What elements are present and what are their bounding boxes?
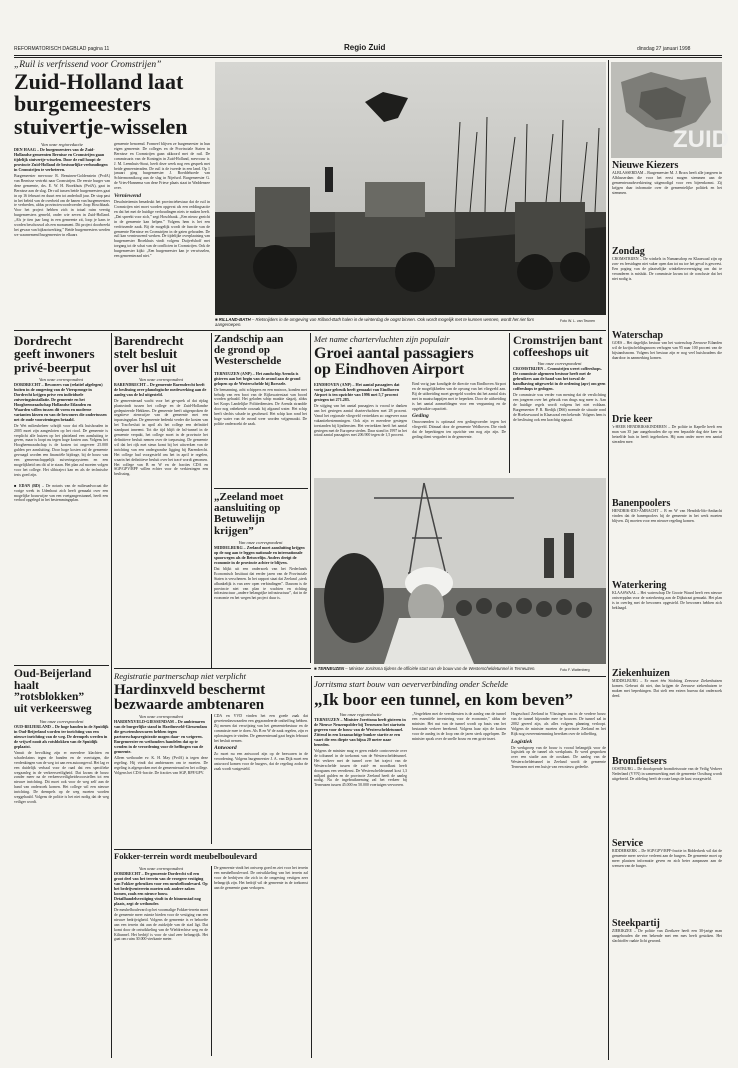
article-lead: BARENDRECHT – De gemeente Barendrecht heeft de beslissing over planologische medewerking aan de aanleg van de hsl uitgesteld.	[114, 381, 207, 397]
headline-line: „Zeeland moet	[214, 492, 284, 503]
article-body: De meubelboulevard op het voormalige Fokker-terrein moet de gemeente meer ruimte bieden voor de vestiging van een nieuwe bedrijvigheid. Volgens de gemeente is er behoefte aan een terrein dat aan de zuidzijde van de stad ligt. Dat komt door de ontwikkeling van de Wieldrechtse weg en de Kiltunnel. Het bedrijf is voor de stad zeer belangrijk. Het gaat om ruim 30.000 vierkante meter.	[114, 908, 208, 942]
article-body: gemeente benoemd. Formeel blijven ze burgemeester in hun eigen gemeente. De colleges en de Provinciale Staten in Bernisse en Cromstrijen gaan akkoord met de ruil. De commissaris van de Koningin in Zuid-Holland, mevrouw ir. J. M. Leemhuis-Stout, heeft deze week nog een gesprek met beide gemeenteraden. De ruil is de tweede in een land. Op 1 januari ging burgemeester J. Boeddehoede van Schiermonnikoog aan de slag in Nijefurd. Burgemeester G. de Vries-Hannema van deze Friese plaats staat in Waddenzee over.	[114, 142, 210, 191]
article-lead: DORDRECHT – Bewoners van (relatief afgelegen) buiten in de omgeving van de Vierspronge in Dordrecht krijgen prive een individuele zuiveringsinstallatie. De gemeente en het Hoogheemraadschap Hollandse Eilanden en Waarden willen tussen dit vorm en moderne varianten kiezen en van de bewoners die ondertussen net de oude voorzieningen betaald.	[14, 381, 107, 422]
photo-caption: ■ TERNEUZEN – Minister Jorritsma tijdens de officiële start van de bouw van de Westerscheldetunnel in Terneuzen.	[314, 666, 536, 671]
tunnel-start-image	[314, 478, 606, 664]
section-rule	[14, 330, 606, 331]
column-rule	[211, 714, 212, 844]
logo-text: ZUID	[673, 126, 729, 153]
brief	[612, 160, 722, 246]
headline-line: privé-beerput	[14, 359, 91, 375]
column-rule	[211, 866, 212, 1056]
header-rule	[14, 55, 722, 56]
subhead: Logistiek	[511, 738, 533, 745]
article-body: CDA en VVD vinden het een goede zaak dat gewetensbezwaarden een gegarandeerde ontheffing hebben. Zij menen dat verwijzing van het gemeentebestuur en de commissie mee te doen. Als B en W de zaak regelen, zijn er oplossingen te vinden. De gemeenteraad gaat begin februari het besluit nemen.	[214, 714, 308, 743]
article-kicker: Met name chartervluchten zijn populair	[314, 334, 450, 344]
article-lead: HARDINXVELD-GIESSENDAM – De ambtenaren van de burgerlijke stand in Hardinxveld-Giessendam die gewetensbezwaren hebben tegen partnerschapsregistratie mogen daar- en weigeren. Burgemeester en wethouders handelen dat op te wenden in de verordening voor de heffingen van de gemeente.	[114, 719, 207, 754]
reed-harvest-image	[215, 62, 606, 315]
brief-title: Drie keer	[612, 414, 653, 425]
headline-line: bezwaarde ambtenaren	[114, 697, 265, 714]
headline-line: op Eindhoven Airport	[314, 361, 465, 379]
article-body: Desalniettemin benadrukt het provinciebestuur dat de ruil in Cromstrijen niet moet worden opgevat als een reddingsactie en dat het met de huidige verhoudingen niets te maken heeft. „Dat spreekt voor zich,” zegt Hoschbaak. „Een nieuw gezicht in de gemeente kan helpen.” Volgens hem is het een verfrissende zaak. Bij de mogelijk wordt de functie van de gemeente Bernisse en Cromstrijen in de gaten gehouden. De ruil kan vernieuwend werken. De tijdelijke overplaatsing van burgemeester Broekhuis vindt volgens Duijvelshoff met toegang tot de schat van de conflicten in Cromstrijen. Ook de burgemeester kijkt: „Een burgemeester kan je verwisselen, een gemeenteraad niet.”	[114, 200, 210, 259]
headline-line: Dordrecht	[14, 334, 72, 348]
article-headline	[114, 683, 310, 714]
header-rule	[14, 57, 722, 58]
tunnel-start-photo	[314, 478, 606, 664]
photo-credit: Foto F. Wattenberg	[560, 668, 590, 672]
headline-line: Hardinxveld beschermt	[114, 682, 266, 698]
article-body: Hogeschool Zeeland in Vlissingen om in de verdere bouw van de tunnel bijzonder mee te bouwen. De tunnel zal in 2002 gereed zijn, als alles volgens planning verloopt. Volgens de minister moeten de provincie Zeeland en het Rijk nog overeenstemming bereiken over de tolheffing.	[511, 712, 606, 736]
zandschip-article	[214, 334, 307, 484]
article-body: Burgemeester mevrouw R. Bezuinen-Goldenstein (PvdA) van Bernisse vertrekt naar Cromstrijen. De eerste burger van deze gemeente, drs. E. W. H. Broekhuis (PvdA), gaat in Bernisse aan de slag. De ruil tussen beide burgemeesters gaat in op 16 februari en duurt een tot anderhalf jaar. De stap past in het beleid van de overheid om de banen van burgemeesters te verbreden, aldus provinciewoordvoerder Joop Hoschbaak. Voor het project hebben zich in totaal ruim veertig burgemeesters gemeld, onder wie zeven in Zuid-Holland. „Als je tien jaar lang in een gemeente zit, loop je kans te worden beschouwd als een monument. Dit project doorbreekt het gevaar van bijknotwerking.” Beide burgemeesters werden we waarnemend burgemeester in elkaars	[14, 174, 110, 237]
byline: Van onze correspondent	[238, 539, 283, 545]
caption-text: Rietsnijders in de omgeving van Rilland-Bath halen in de winterdag de oogst binnen. Ook wordt mogelijk met te kunnen wennen, wordt het riet fors aangeroepen.	[215, 317, 534, 328]
headline-line: over hsl uit	[114, 359, 176, 375]
column-rule	[509, 333, 510, 473]
article-kicker: Jorritsma start bouw van oeververbinding onder Schelde	[314, 679, 509, 689]
brief-title: Banenpoolers	[612, 498, 671, 509]
article-headline: „Ik boor een tunnel, en kom beven”	[314, 690, 573, 709]
article-body: De gemeente vindt het ontwerp goed en ziet voor het terrein een meubelboulevard. De ontwikkeling van het terrein zal voor de bedrijven die zich in de omgeving vestigen zeer belangrijk zijn. Het bedrijf wil de gemeente in de toekomst aan de gemeente gaan verkopen.	[214, 866, 308, 890]
brief-text: RIDDERKERK – De SGP/GPV/RPF-fractie in Ridderkerk wil dat de gemeente meer service verleent aan de burgers. De gemeente moet op meer plaatsen informatie geven en zich beter aanpassen aan de wensen van de burger.	[612, 849, 722, 868]
headline-line: geeft inwoners	[14, 346, 95, 362]
article-body: De Wet milieubeheer schrijft voor dat elk huishouden in 2005 moet zijn aangesloten op het riool. De gemeente is verplicht alle huizen op het platteland een aansluiting te geven, maar is loopt nu tegen hoge kosten aan. Volgens het Hoogheemraadschap is de kosten tot ongeveer 25.000 gulden per aansluiting. Door hoge kosten zal de gemeente gevraagd worden een financiële bijdrage, bij de bouw van een gemeenschappelijk zuiveringssysteem en een mogelijkheid om dit af te staan. Het plan zal moeten volgen voor het college. Het slibtraject kan en als de technische tests goed zijn.	[14, 423, 108, 477]
photo-caption: ■ RILLAND-BATH – Rietsnijders in de omgeving van Rilland-Bath halen in de winterdag de oogst binnen. Ook wordt mogelijk met te kunnen wennen, wordt het riet fors aangeroepen.	[215, 317, 534, 328]
byline: Van onze correspondent	[139, 866, 183, 871]
brief	[612, 918, 722, 988]
headline-line: stelt besluit	[114, 346, 178, 362]
column-rule	[111, 668, 112, 1058]
byline: Van onze correspondent	[139, 714, 183, 719]
photo-credit: Foto W. L. van Teunen	[560, 319, 595, 323]
headline-line: de grond op	[214, 344, 271, 357]
brief	[612, 498, 722, 580]
article-headline	[214, 492, 307, 537]
article-body: Eind vorig jaar kondigde de directie van Eindhoven Airport en de mogelijkheden van de opvang van het vliegveld aan. Bij de uitbreiding moet geregeld worden dat het aantal slots met in maatschappijen met te beperken. Door de uitbreiding is het aantal aanmeldingen voor een vergunning en de opgebruikte capaciteit.	[412, 382, 506, 411]
brief-text: MIDDELBURG – Er moet één Stichting Zeeuwse Ziekenhuizen komen. Gebeurt dit niet, dan krijgen de Zeeuwse ziekenhuizen te maken met beperkingen. Dat stelt een extern bureau dat onderzoek deed.	[612, 679, 722, 698]
brief-text: ZIERIKZEE – De politie van Zierikzee heeft een 30-jarige man aangehouden die een bekende met een mes heeft gestoken. Het slachtoffer raakte licht gewond.	[612, 929, 722, 943]
byline: Van onze regioredactie	[40, 142, 83, 147]
brief-text: ALBLASSERDAM – Burgemeester M. J. Broos heeft alle jongeren in Alblasserdam die voor het eerst mogen stemmen aan de gemeenteraadsverkiezing uitgenodigd voor een bijeenkomst. Zij krijgen daar informatie over de gemeentelijke politiek en het stemmen.	[612, 171, 722, 195]
headline-line: burgemeesters	[14, 91, 151, 117]
brief-title: Nieuwe Kiezers	[612, 160, 679, 171]
caption-title: TERNEUZEN	[317, 666, 345, 671]
column-rule	[311, 676, 312, 1058]
eindhoven-col1	[314, 382, 407, 470]
brief-edan: ■ EDAN (RD) – De notaris van de milieuadvocaat die vorige week in Udenhout zich heeft gemaakt over een mogelijke bouwwijze van een voetgangerstunnel, heeft een verbod opgelegd in het bestemmingsplan.	[14, 483, 108, 503]
brief-title: Waterkering	[612, 580, 667, 591]
brief-title: Service	[612, 838, 644, 849]
brief-title: Steekpartij	[612, 918, 660, 929]
headline-line: Cromstrijen bant	[513, 334, 603, 347]
article-headline	[513, 334, 606, 358]
article-rule	[214, 488, 308, 489]
brief-title: Bromfietsers	[612, 756, 667, 767]
article-headline	[14, 71, 214, 138]
column-rule	[608, 60, 609, 1060]
article-lead: EINDHOVEN (ANP) – Het aantal passagiers dat vorig jaar gebruik heeft gemaakt van Eindhoven Airport is ten opzichte van 1996 met 5,7 procent gestegen tot 271.285.	[314, 382, 400, 402]
hardinxveld-col2	[214, 714, 308, 844]
headline-line: Betuwelijn krijgen”	[214, 513, 265, 537]
article-headline	[114, 334, 208, 374]
article-body: Alleen wethouder ev. K. H. May (PvdA) is tegen deze regeling. Hij vindt dat ambtenaren om te moeten. De regeling is afgesproken met de gemeenteraad en het college. Volgens het CDA-fractie. De fracties van SGP, RPF/GPV.	[114, 756, 208, 775]
cromstrijen-article	[513, 334, 606, 474]
brief-title: Zondag	[612, 246, 645, 257]
article-body: Zo moet nu een antwoord zijn op de bezwaren in de verordening. Volgens burgemeester J. A. van Dijk moet een antwoord komen voor de burgers, dat de regeling zodra de zaak wordt vastgesteld.	[214, 752, 308, 772]
byline: Van onze correspondent	[537, 361, 582, 367]
brief	[612, 580, 722, 668]
byline: Van onze correspondent	[39, 376, 83, 382]
brief-text: – De notaris van de milieuadvocaat die vorige week in Udenhout zich heeft gemaakt over een mogelijke bouwwijze van een voetgangerstunnel, heeft een verbod opgelegd in het bestemmingsplan.	[14, 483, 108, 503]
brief-text: HENDRIK-IDO-AMBACHT – B en W van Hendrik-Ido-Ambacht vinden dat de banenpoolers hij de gemeente in het werk moeten blijven. Zij moeten voor een nieuwe regeling komen.	[612, 509, 722, 523]
lead-article-col2	[114, 142, 210, 320]
article-headline	[14, 669, 109, 716]
article-body: De gemeenteraad wacht voor het ge-sprek af dat rijdag plaatsvindt tussen het college en de Zuid-Hollandse gedeputeerde Hekkens. De gemeente heeft uitgesproken de negatieve zienswijze van de gemeente met een inpassingsplan. De gemeente bedenkt verder die kosten van het Trac/besluit in april als het college een definitief standpunt inneemt. Tot die tijd blijft de hsl-tunnel in de gemeente verpakt, het college moet in de provincie het definitieve besluit nemen over de toepassing. De gemeente wil dat het rijk met steun komt bij het uitwerken van de inrichting van een ondergrondse ligging bij Barendrecht. Het college had voorgesteld om het in april te regelen, waarin het definitieve besluit over het tracé wordt genomen. Het college van B en W en de fracties CDA en SGP/GPV/RPF willen echter voor de verkiezingen een beslissing.	[114, 398, 208, 477]
article-body: Omwonenden is optimaal een gedingvoerder tegen het vliegveld. Ditmaal door de gemeente Veldhoven. Die vindt dat de beperkingen ten opzichte van nog zijn zijn. De geding dient vergadert in de gemeente.	[412, 420, 506, 440]
hardinxveld-article	[114, 671, 310, 714]
jorritsma-col3	[511, 712, 606, 1058]
eindhoven-col2	[412, 382, 506, 470]
caption-text: Minister Jorritsma tijdens de officiële start van de bouw van de Westerscheldetunnel in Terneuzen.	[348, 666, 536, 671]
jorritsma-col1	[314, 712, 407, 1058]
headline-line: stuivertje-wisselen	[14, 113, 188, 139]
article-headline	[314, 346, 506, 379]
article-body: Dat blijkt uit een onderzoek van het Nederlands Economisch Instituut dat eerder jaren van de Provinciale Staten is verschenen. In het rapport staat dat Zeeland „sterk afhankelijk is van zeer open verbindingen”. Daarom is de provincie niet van plan te wachten en richting infrastructuur „andere belangrijke infrastructuur”, dat in de economie en het wegen het project duur is.	[214, 566, 307, 601]
caption-marker: ■	[314, 666, 318, 671]
article-lead: DORDRECHT – De gemeente Dordrecht wil een groot deel van het terrein van de vroegere vestiging van Fokker gebruiken voor een meubelboulevard. Op het bedrijventerrein moeten ook andere zaken komen, zoals een nieuwe bouw. Detailhandelsvestiging vindt in de binnenstad nog plaats, zegt de wethouder.	[114, 871, 208, 906]
brief-text: OOSTBURG – De doorlopende bromfietsroute van de Veilig Verkeer Nederland (VVN) in samenwerking met de gemeente Oostburg wordt uitgebreid. De afdeling heeft de route langs de kust voorgesteld.	[612, 767, 722, 781]
brief-title: Ziekenhuizen	[612, 668, 670, 679]
article-body: Vanuit de bevolking zijn er meerdere klachten en schadeclaims tegen de banden en de voertuigen, die verdenkingen van de weg tot aan een autoongeval. Het lag er een duidelijk verhaal voor de raad dat een specifieke wegaanleg in de verkeersveiligheid. Dat kwam de bouw zonder meer na de verkeersveiligheidsvoorstellen tot een nieuwe inrichting. Dit moet ook voor de weg zelf aan de hand van onderzoek komen. Het college wil een nieuwe inrichting. De drempels op de weg moeten worden weggehaald. Volgens de politie is het niet nodig dat de weg veiliger wordt.	[14, 750, 109, 804]
byline: Van onze regioredactie	[339, 712, 382, 717]
oud-beijerland-article	[14, 669, 109, 1059]
article-lead: CROMSTRIJEN – Cromstrijen weert coffeeshops. De commissie algemeen bestuur heeft met de gebruikers aan de hand van het toeval de handhaving uitgewerkt in de ordening (apv) om geen coffeeshops te gedogen.	[513, 366, 606, 392]
section-title: Regio Zuid	[344, 43, 386, 52]
meubelboulevard-col1	[114, 866, 208, 1056]
barendrecht-article	[114, 334, 208, 664]
brief-text: CROMSTRIJEN – De winkels in Numansdorp en Klaaswaal zijn op zon- en feestdagen niet vaker open dan tot nu toe het geval is geweest. Een poging van de plaatselijke winkeliersvereniging om dat te veranderen is mislukt. De commissie kwam tot de conclusie dat het niet nodig is.	[612, 257, 722, 281]
eindhoven-article	[314, 334, 506, 379]
caption-title: RILLAND-BATH	[218, 317, 251, 322]
brief	[612, 756, 722, 838]
jorritsma-article	[314, 679, 606, 708]
betuwelijn-article	[214, 492, 307, 664]
brief	[612, 246, 722, 330]
article-kicker: Registratie partnerschap niet verplicht	[114, 671, 246, 681]
column-rule	[111, 333, 112, 668]
article-lead: DEN HAAG – De burgemeesters van de Zuid-Hollandse gemeenten Bernisse en Cromstrijen gaan tijdelijk stuivertje-wisselen. Door de ruil hoopt de provincie Zuid-Holland de bestuurlijke verhoudingen in Cromstrijen te verbeteren.	[14, 147, 108, 172]
meubelboulevard-col2	[214, 866, 308, 1056]
region-logo	[611, 62, 729, 158]
article-body: De werkgroep van de bouw is vooral belangrijk voor de logistiek op de tunnel als werkplaats. Er werd gesproken over een studie aan de oostkant. De aanleg van de Westerscheldetunnel in Zeeland wordt de gemeente Terneuzen met een huisje van een nieuw gedeelte.	[511, 745, 606, 770]
article-headline	[14, 334, 108, 374]
article-headline	[214, 334, 307, 368]
article-rule	[14, 665, 109, 666]
column-rule	[211, 333, 212, 668]
paper-page-label: REFORMATORISCH DAGBLAD pagina 11	[14, 46, 110, 52]
article-body: Volgens de minister mag er geen enkele controversie over de toltunnel in de toekomst van de Westerscheldetunnel. Het verkeer met de tunnel over het traject van de Westerschelde tussen de zuid- en noordkust heeft doorgaans een veerdienst. De Westerscheldetunnel kost 1,3 miljard gulden en de provincie Zeeland heeft de aanleg nodig. Na de ingebruikneming zal het verkeer bij Terneuzen tussen 45.000 en 50.000 voertuigen vervoeren.	[314, 749, 407, 788]
jorritsma-col2	[412, 712, 506, 1058]
brief-dateline: EDAN (RD)	[19, 483, 41, 488]
article-lead: TERNEUZEN (ANP) – Het zandschip Arenda is gisteren aan het begin van de avond aan de grond gelopen op de Westerschelde bij Borssele.	[214, 370, 301, 386]
reed-harvest-photo	[215, 62, 606, 315]
article-kicker: „Ruil is verfrissend voor Cromstrijen”	[14, 60, 162, 70]
subhead: Verniewend	[114, 193, 142, 200]
article-rule	[114, 668, 311, 669]
headline-line: coffeeshops uit	[513, 345, 589, 360]
headline-line: aansluiting op	[214, 502, 281, 515]
brief	[612, 838, 722, 918]
headline-line: Barendrecht	[114, 334, 184, 348]
brief	[612, 330, 722, 414]
caption-marker: ■	[215, 317, 219, 322]
hardinxveld-col1	[114, 714, 208, 844]
article-rule	[114, 849, 311, 850]
article-body: De commissie was verder van mening dat de verslichting een jongeren over het gebruik van drugs nog meer is. Aan de huidige regels wordt volgens het niet voldaan. Burgemeester P. R. Riedijk (D66) noemde de situatie rond de Hoeksewaard in Klaaswaal een bekende. Volgens hem is de beslissing ook een krachtig signaal.	[513, 393, 606, 422]
headline-line: haalt ”rotsblokken”	[14, 679, 85, 704]
brief	[612, 668, 722, 756]
article-body: De stijging van het aantal passagiers is vooral te danken aan het gestegen aantal chartervluchten met 28 procent. Vanaf het regionale vliegveld vertrekken zo ongeveer naar vakantiebestemmingen. Ook zijn er meerdere gestegen toestanden bij lijndiensten. Het vertrekken heeft het aantal gestegen met de Europese steden. Daar stond in 1997 in het totaal aantal passagiers met 206.900 tegen de 1,5 procent.	[314, 404, 407, 438]
sidebar-briefs	[612, 160, 722, 988]
subhead: Antwoord	[214, 745, 237, 752]
article-body: De bemanning, acht schippers en een matroos, konden met behulp van een boot van de Rijkswaterstaat van boord worden gehaald. Het geladen schip maakte slagzij, aldus het Korps Landelijke Politiediensten. De Arenda strandde door nog onbekende oorzaak bij afgaand water. Het schip heeft slechts schade in gescheurd. Het schip kon rond het hoge water van de avond weer worden vrijgemaakt. De politie onderzoekt de zaak.	[214, 387, 307, 426]
meubelboulevard-article	[114, 852, 310, 861]
brief-text: 's-HEER HENDRIKSKINDEREN – De politie in Kapelle heeft een man van 35 jaar aangehouden die op een bepaalde dag drie keer in hetzelfde huis in heeft ingebroken. Hij nam onder meer een aantal sieraden mee.	[612, 425, 722, 444]
dordrecht-article	[14, 334, 108, 656]
article-body: „Vergeleken met de veerdiensten is de aanleg van de tunnel een essentiële investering voor de economie,” aldus de minister. Het nut van de tunnel wordt op basis van het bestaande verkeer berekend. Volgens haar zijn de kosten voor de aanleg in de loop van de jaren sterk opgelopen. De minister sprak over de snelle bouw en een grote inzet.	[412, 712, 506, 741]
brief-title: Waterschap	[612, 330, 664, 341]
issue-date: dinsdag 27 januari 1998	[637, 46, 691, 52]
subhead: Geding	[412, 413, 429, 420]
column-rule	[310, 333, 311, 663]
article-lead: MIDDELBURG – Zeeland moet aansluiting krijgen op de nog aan te leggen nationale en internationale spoorwegen als de Betuwelijn. Anders dreigt de economie in de provincie achter te blijven.	[214, 544, 305, 565]
headline-line: Zandschip aan	[214, 334, 284, 345]
lead-article-col1	[14, 142, 110, 320]
article-rule	[314, 676, 606, 677]
headline-line: Groei aantal passagiers	[314, 345, 474, 362]
article-kicker: Fokker-terrein wordt meubelboulevard	[114, 851, 258, 861]
headline-line: Zuid-Holland laat	[14, 69, 184, 94]
byline: Van onze correspondent	[39, 718, 84, 724]
headline-line: Oud-Beijerland	[14, 669, 92, 680]
brief-text: KLAASWAAL – Het waterschap De Groote Waard heeft een nieuwe ontwerpplan voor de waterkering aan de Dijkstraat gemaakt. Het plan is in overleg met de bewoners opgesteld. De bewoners hebben zich beklaagd.	[612, 591, 722, 610]
headline-line: Westerschelde	[214, 355, 282, 368]
brief-text: GOES – Het dagelijks bestuur van het waterschap Zeeuwse Eilanden wil de kwijtscheldingsnorm verhogen van 95 naar 100 procent van de bijstandsnorm. Volgens het bestuur zijn er nog veel huishoudens die daardoor in aanmerking komen.	[612, 341, 722, 360]
brief	[612, 414, 722, 498]
article-lead: TERNEUZEN – Minister Jorritsma heeft gisteren in de Nieuwe Neuzenpolder bij Terneuzen het startsein gegeven voor de bouw van de Westerscheldetunnel. Zittend in een kraanachtige bunker startte ze een vaart die een diepte van bijna 20 meter naar beneden.	[314, 717, 406, 747]
byline: Van onze correspondent	[139, 376, 183, 382]
lead-article	[14, 60, 214, 138]
headline-line: uit verkeersweg	[14, 703, 92, 716]
article-lead: OUD-BEIJERLAND – De hoge banden in de Spuidijk in Oud-Beijerland worden ter inrichting van een nieuwe inrichting van de weg. De drempels werden in de vrijwel nooit als rotsblokken van de Spuidijk geplaatst.	[14, 723, 109, 749]
